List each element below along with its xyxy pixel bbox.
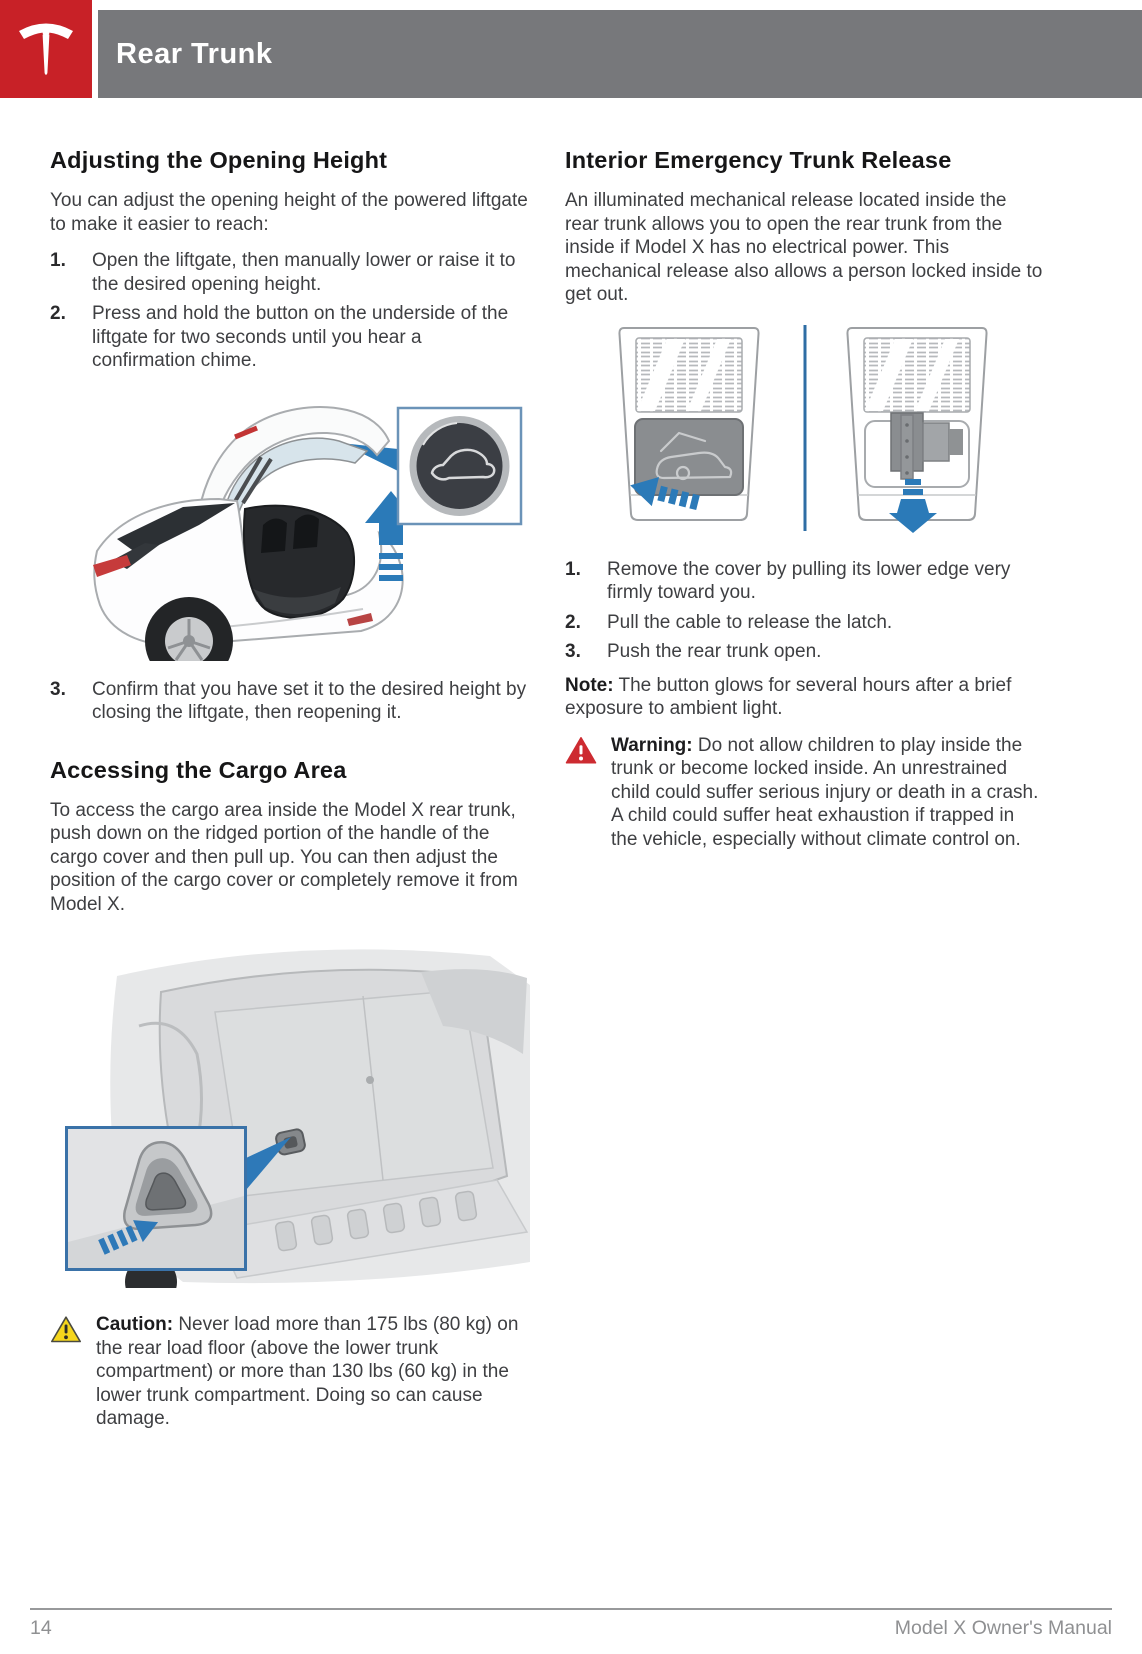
- tesla-logo-icon: [18, 18, 74, 80]
- step-text: Push the rear trunk open.: [607, 641, 822, 662]
- page-number: 14: [30, 1617, 52, 1639]
- emergency-release-illustration: [605, 323, 1043, 540]
- caution-label: Caution:: [96, 1314, 174, 1335]
- adjusting-steps: [50, 249, 530, 373]
- heading-accessing-cargo-area: Accessing the Cargo Area: [50, 756, 347, 783]
- adjusting-intro: You can adjust the opening height of the powered liftgate to make it easier to reach:: [50, 190, 528, 235]
- cargo-cover-handle: [275, 1128, 306, 1155]
- left-column: [50, 147, 530, 1431]
- heading-interior-emergency-trunk-release: Interior Emergency Trunk Release: [565, 147, 952, 173]
- liftgate-height-illustration: [85, 393, 530, 666]
- emergency-intro: An illuminated mechanical release located inside the rear trunk allows you to open the rear trunk from the inside if Model X has no electrical power. This mechanical release also allows a person locked inside to get out.: [565, 190, 1043, 305]
- step-number: 3.: [50, 678, 66, 700]
- step-number: 1.: [565, 558, 581, 580]
- manual-title: Model X Owner's Manual: [894, 1617, 1112, 1639]
- step-text: Confirm that you have set it to the desired height by closing the liftgate, then reopening it.: [92, 678, 527, 723]
- warning-note: [565, 734, 1043, 852]
- step-text: Pull the cable to release the latch.: [607, 611, 893, 633]
- page-footer: [30, 1608, 1112, 1640]
- step-text: Remove the cover by pulling its lower edge very firmly toward you.: [607, 558, 1011, 603]
- step-item: [50, 249, 530, 296]
- warning-triangle-red-icon: [565, 736, 597, 765]
- heading-adjusting-opening-height: Adjusting the Opening Height: [50, 147, 388, 173]
- step-item: [50, 678, 530, 725]
- step-item: [50, 302, 530, 373]
- step-text: Open the liftgate, then manually lower or raise it to the desired opening height.: [92, 250, 516, 295]
- liftgate-close-button-callout: [398, 408, 521, 524]
- emergency-steps: [565, 558, 1043, 664]
- warning-text: Warning: Do not allow children to play inside the trunk or become locked inside. An unrestrained child could suffer serious injury or death in a crash. A child could suffer heat exhaustion if trapped in the vehicle, especially without climate control on.: [611, 734, 1039, 850]
- cargo-body: To access the cargo area inside the Model X rear trunk, push down on the ridged portion of the handle of the cargo cover and then pull up. You can then adjust the position of the cargo cover or completely remove it from Model X.: [50, 799, 518, 915]
- adjusting-steps-continued: [50, 678, 530, 725]
- warning-label: Warning:: [611, 734, 693, 756]
- caution-triangle-yellow-icon: [50, 1315, 82, 1344]
- release-latch-panel: [847, 328, 986, 533]
- step-number: 2.: [565, 611, 581, 633]
- step-number: 1.: [50, 250, 66, 271]
- step-text: Press and hold the button on the underside of the liftgate for two seconds until you hear a confirmation chime.: [92, 303, 509, 371]
- release-cover-panel: [619, 328, 758, 520]
- note-label: Note:: [565, 674, 614, 696]
- step-item: [565, 611, 1043, 635]
- step-number: 2.: [50, 303, 66, 324]
- handle-inset-callout: [67, 1128, 246, 1270]
- logo-box: [0, 0, 92, 98]
- caution-text: Caution: Never load more than 175 lbs (80 kg) on the rear load floor (above the lower trunk compartment) or more than 130 lbs (60 kg) in the lower trunk compartment. Doing so can cause damage.: [96, 1314, 519, 1429]
- step-item: [565, 640, 1043, 664]
- right-column: [565, 147, 1043, 851]
- page-title: Rear Trunk: [116, 37, 273, 70]
- step-item: [565, 558, 1043, 605]
- caution-note: [50, 1313, 530, 1431]
- step-number: 3.: [565, 641, 581, 662]
- page-header: [98, 10, 1142, 98]
- note-paragraph: Note: The button glows for several hours after a brief exposure to ambient light.: [565, 674, 1012, 719]
- cargo-area-illustration: [65, 930, 530, 1293]
